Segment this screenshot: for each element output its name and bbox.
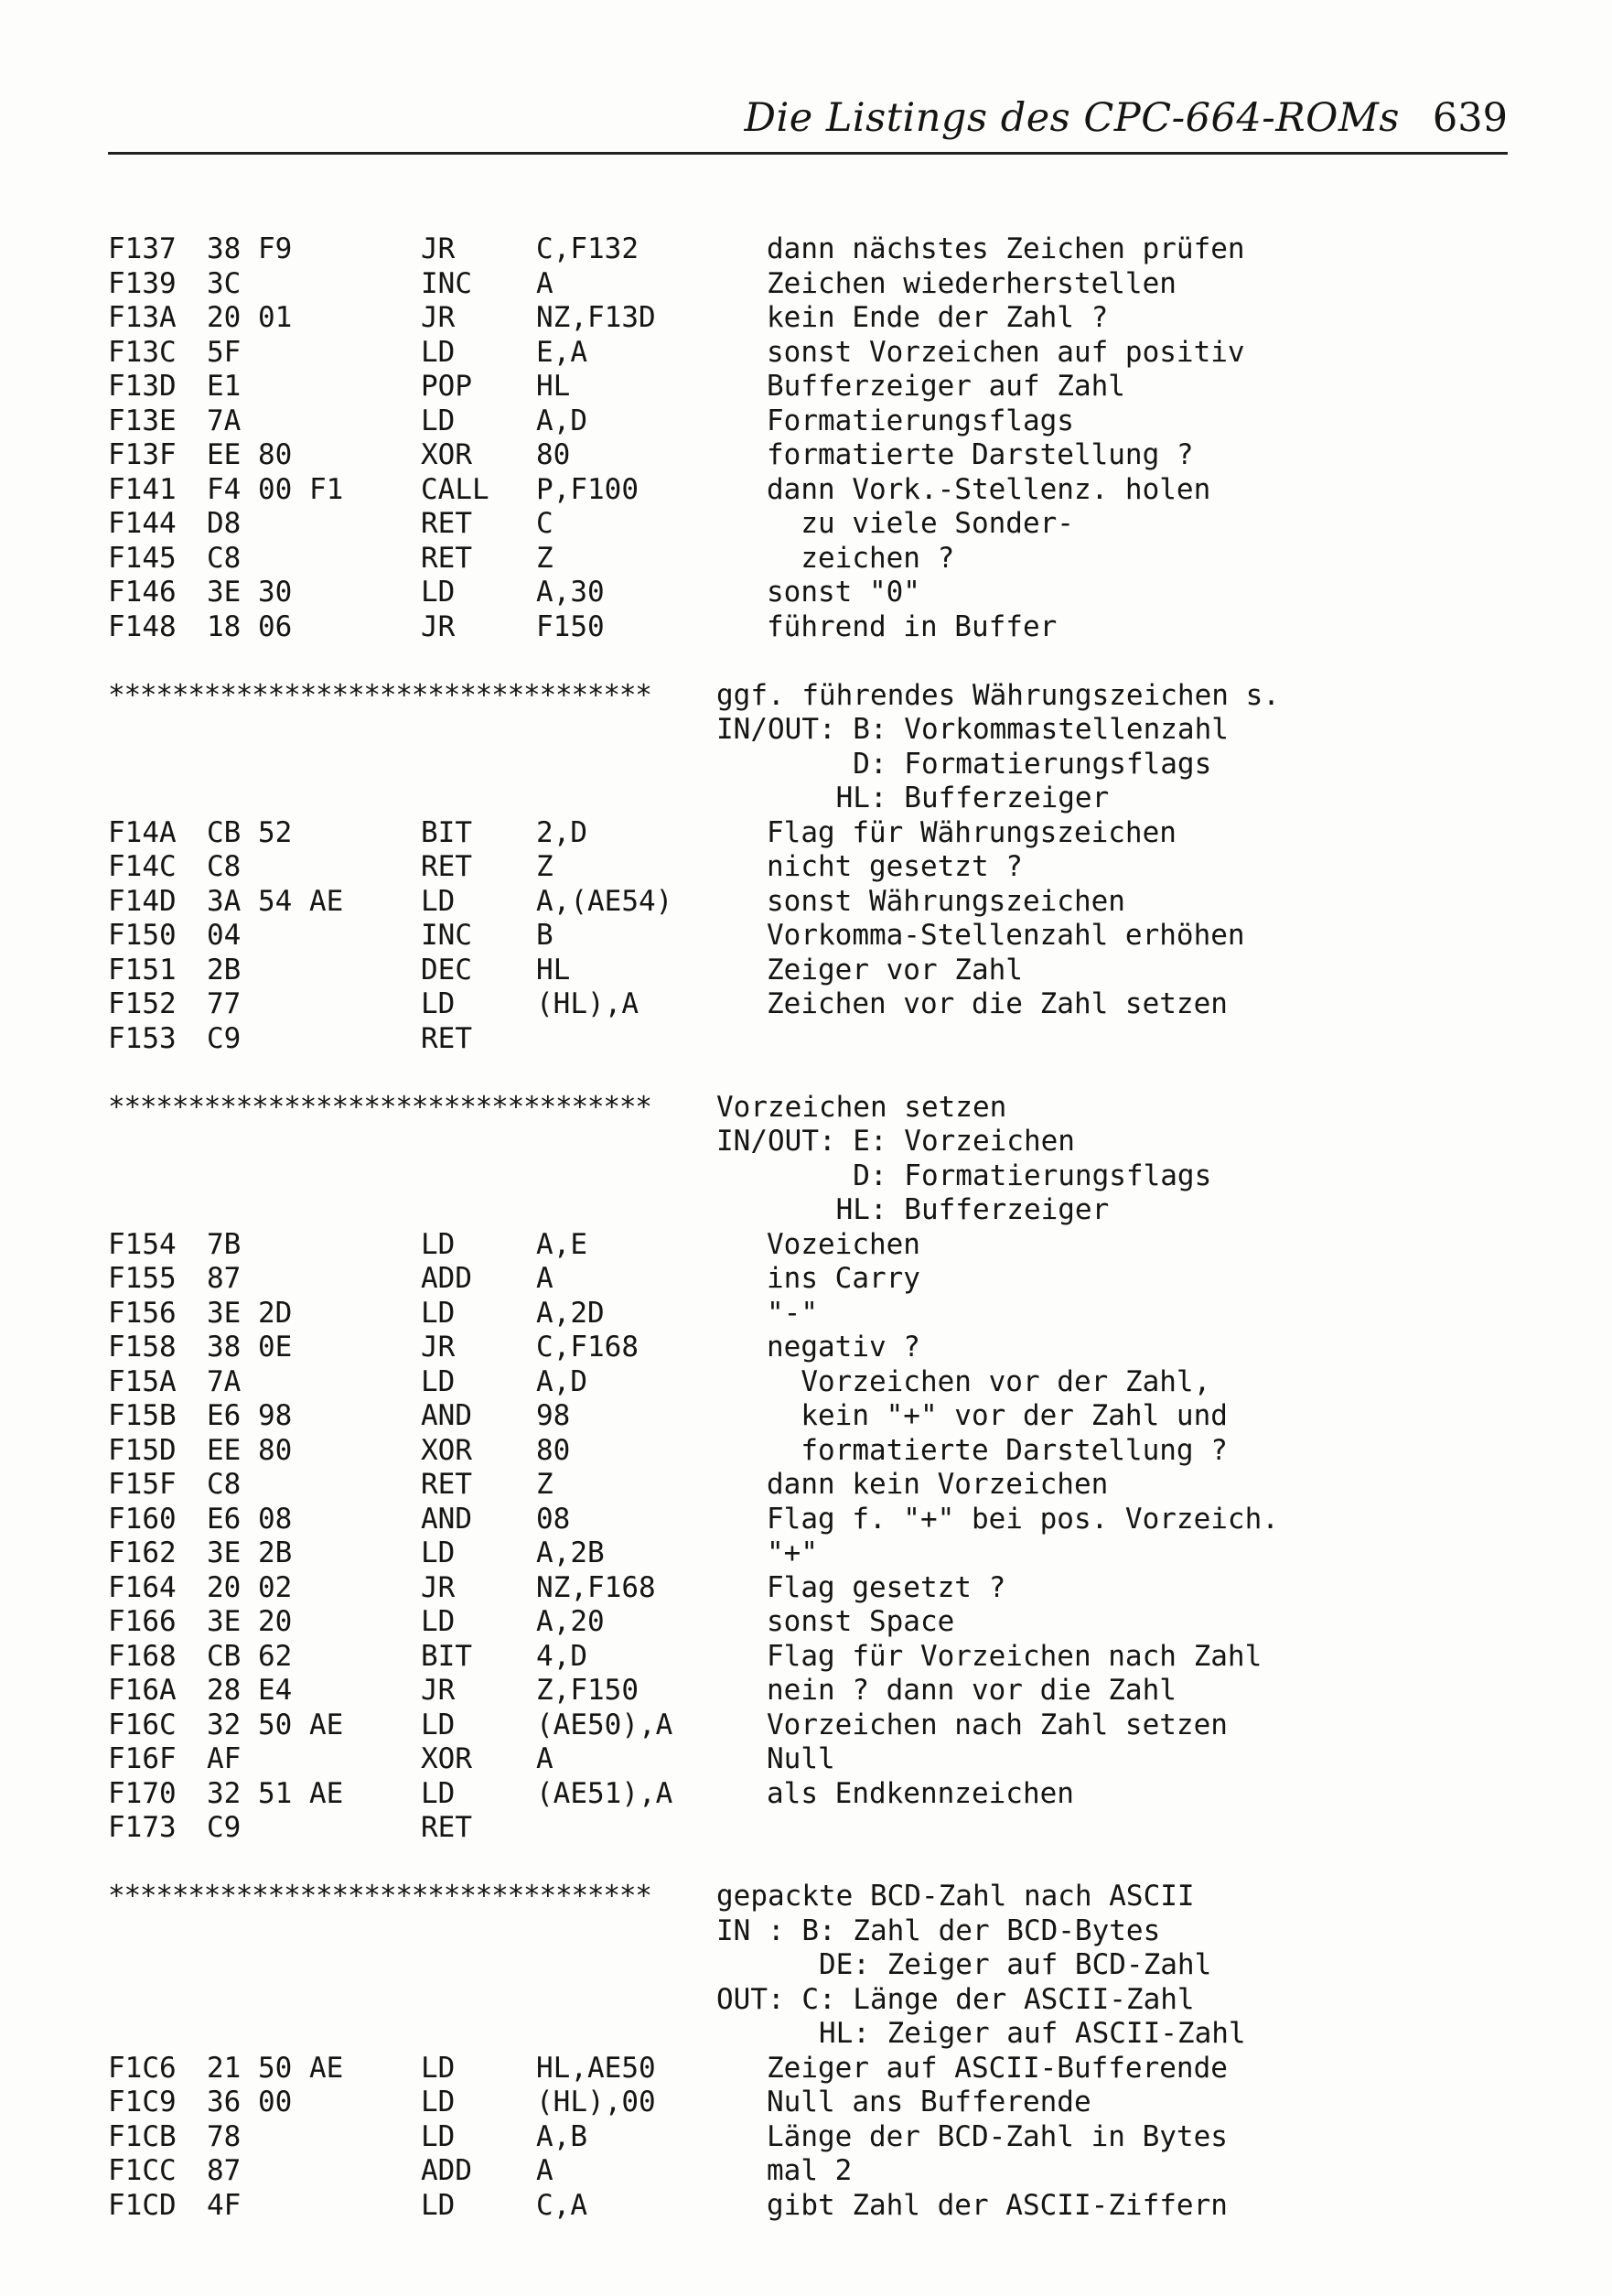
- code-line: [108, 1503, 1535, 1537]
- address: F170: [108, 1776, 177, 1810]
- opcode-bytes: CB 62: [207, 1639, 293, 1673]
- opcode-bytes: C9: [207, 1811, 242, 1844]
- code-line: [108, 2120, 1535, 2155]
- mnemonic: LD: [421, 2086, 456, 2118]
- operand: A,30: [536, 576, 605, 609]
- operand: C,A: [536, 2188, 587, 2222]
- opcode-bytes: AF: [207, 1742, 242, 1775]
- operand: C,F132: [536, 232, 639, 265]
- address: F13C: [108, 335, 177, 369]
- opcode-bytes: 77: [207, 987, 242, 1020]
- opcode-bytes: 04: [207, 919, 242, 952]
- mnemonic: JR: [421, 301, 456, 334]
- address: F162: [108, 1536, 177, 1569]
- code-line: [108, 954, 1535, 988]
- register-note: IN/OUT: B: Vorkommastellenzahl: [716, 713, 1229, 746]
- mnemonic: AND: [421, 1399, 472, 1432]
- operand: A,(AE54): [536, 884, 673, 918]
- mnemonic: LD: [421, 404, 456, 437]
- code-line: [108, 507, 1535, 542]
- opcode-bytes: EE 80: [207, 1433, 293, 1467]
- opcode-bytes: 7B: [207, 1227, 242, 1261]
- header-rule: [108, 152, 1508, 155]
- code-line: [108, 885, 1535, 920]
- opcode-bytes: E6 08: [207, 1502, 293, 1536]
- operand: 80: [536, 1433, 571, 1467]
- address: F152: [108, 987, 177, 1020]
- mnemonic: ADD: [421, 1262, 472, 1295]
- code-line: [108, 1640, 1535, 1675]
- operand: 08: [536, 1502, 571, 1536]
- mnemonic: JR: [421, 1331, 456, 1364]
- opcode-bytes: 3C: [207, 266, 242, 300]
- address: F13A: [108, 301, 177, 334]
- comment: nein ? dann vor die Zahl: [767, 1674, 1177, 1707]
- operand: (AE50),A: [536, 1708, 673, 1741]
- code-line: [108, 1228, 1535, 1263]
- opcode-bytes: EE 80: [207, 438, 293, 471]
- register-note: HL: Bufferzeiger: [716, 782, 1110, 814]
- comment: Null: [767, 1742, 835, 1775]
- code-line: [108, 610, 1535, 645]
- blank-line: [108, 1056, 1535, 1091]
- code-line: [108, 301, 1535, 336]
- address: F1CB: [108, 2119, 177, 2153]
- code-line: [108, 576, 1535, 610]
- opcode-bytes: 20 02: [207, 1570, 293, 1604]
- address: F141: [108, 472, 177, 506]
- comment: mal 2: [767, 2154, 853, 2187]
- mnemonic: RET: [421, 541, 472, 575]
- opcode-bytes: F4 00 F1: [207, 472, 344, 506]
- mnemonic: BIT: [421, 815, 472, 849]
- section-note: [108, 1983, 1535, 2018]
- code-line: [108, 438, 1535, 473]
- opcode-bytes: 5F: [207, 335, 242, 369]
- code-line: [108, 1674, 1535, 1709]
- opcode-bytes: 18 06: [207, 609, 293, 643]
- address: F16C: [108, 1708, 177, 1741]
- code-line: [108, 2052, 1535, 2086]
- mnemonic: JR: [421, 1570, 456, 1604]
- address: F15F: [108, 1468, 177, 1501]
- register-note: OUT: C: Länge der ASCII-Zahl: [716, 1982, 1195, 2016]
- section-title: gepackte BCD-Zahl nach ASCII: [716, 1880, 1195, 1913]
- operand: NZ,F13D: [536, 301, 656, 334]
- address: F146: [108, 576, 177, 609]
- code-line: [108, 232, 1535, 267]
- operand: 80: [536, 438, 571, 471]
- code-line: [108, 1331, 1535, 1365]
- address: F1CC: [108, 2154, 177, 2187]
- address: F14C: [108, 850, 177, 883]
- code-line: [108, 1777, 1535, 1812]
- mnemonic: JR: [421, 609, 456, 643]
- operand: 4,D: [536, 1639, 587, 1673]
- mnemonic: LD: [421, 576, 456, 609]
- code-line: [108, 1605, 1535, 1640]
- address: F166: [108, 1605, 177, 1638]
- opcode-bytes: 21 50 AE: [207, 2051, 344, 2085]
- mnemonic: LD: [421, 2119, 456, 2153]
- comment: sonst Vorzeichen auf positiv: [767, 335, 1245, 369]
- section-note: [108, 1159, 1535, 1194]
- address: F15D: [108, 1433, 177, 1467]
- section-title: Vorzeichen setzen: [716, 1090, 1007, 1124]
- address: F13F: [108, 438, 177, 471]
- comment: negativ ?: [767, 1331, 920, 1364]
- address: F15B: [108, 1399, 177, 1432]
- mnemonic: ADD: [421, 2154, 472, 2187]
- comment: dann Vork.-Stellenz. holen: [767, 472, 1211, 506]
- mnemonic: XOR: [421, 1742, 472, 1775]
- address: F158: [108, 1331, 177, 1364]
- address: F148: [108, 609, 177, 643]
- section-note: [108, 1193, 1535, 1228]
- comment: gibt Zahl der ASCII-Ziffern: [767, 2188, 1228, 2222]
- opcode-bytes: CB 52: [207, 815, 293, 849]
- comment: zeichen ?: [767, 541, 955, 575]
- mnemonic: LD: [421, 335, 456, 369]
- register-note: HL: Bufferzeiger: [716, 1193, 1110, 1226]
- operand: A,2D: [536, 1296, 605, 1330]
- address: F1CD: [108, 2188, 177, 2222]
- opcode-bytes: 78: [207, 2119, 242, 2153]
- comment: dann kein Vorzeichen: [767, 1468, 1109, 1501]
- address: F15A: [108, 1364, 177, 1398]
- comment: Vozeichen: [767, 1227, 920, 1261]
- code-line: [108, 2154, 1535, 2189]
- code-line: [108, 1022, 1535, 1057]
- operand: 2,D: [536, 815, 587, 849]
- comment: kein Ende der Zahl ?: [767, 301, 1109, 334]
- comment: ins Carry: [767, 1262, 920, 1295]
- code-line: [108, 1434, 1535, 1469]
- section-note: [108, 1125, 1535, 1159]
- comment: dann nächstes Zeichen prüfen: [767, 232, 1245, 265]
- opcode-bytes: 38 0E: [207, 1331, 293, 1364]
- opcode-bytes: 2B: [207, 953, 242, 986]
- mnemonic: POP: [421, 370, 472, 403]
- address: F1C6: [108, 2051, 177, 2085]
- blank-line: [108, 644, 1535, 679]
- comment: Flag f. "+" bei pos. Vorzeich.: [767, 1502, 1279, 1536]
- opcode-bytes: 7A: [207, 1364, 242, 1398]
- operand: A,D: [536, 1364, 587, 1398]
- code-line: [108, 1399, 1535, 1434]
- operand: A: [536, 266, 553, 300]
- opcode-bytes: 87: [207, 1262, 242, 1295]
- code-line: [108, 1811, 1535, 1846]
- comment: führend in Buffer: [767, 609, 1058, 643]
- mnemonic: LD: [421, 1296, 456, 1330]
- opcode-bytes: C8: [207, 1468, 242, 1501]
- address: F155: [108, 1262, 177, 1295]
- operand: A: [536, 1262, 553, 1295]
- comment: Bufferzeiger auf Zahl: [767, 370, 1125, 403]
- comment: sonst Space: [767, 1605, 955, 1638]
- opcode-bytes: C8: [207, 541, 242, 575]
- comment: sonst "0": [767, 576, 920, 609]
- comment: zu viele Sonder-: [767, 507, 1074, 540]
- operand: (HL),00: [536, 2086, 656, 2118]
- section-note: [108, 748, 1535, 782]
- operand: A,2B: [536, 1536, 605, 1569]
- register-note: D: Formatierungsflags: [716, 1159, 1212, 1192]
- mnemonic: LD: [421, 1605, 456, 1638]
- mnemonic: LD: [421, 884, 456, 918]
- section-title: ggf. führendes Währungszeichen s.: [716, 678, 1280, 712]
- comment: sonst Währungszeichen: [767, 884, 1125, 918]
- address: F139: [108, 266, 177, 300]
- code-line: [108, 1262, 1535, 1297]
- operand: (AE51),A: [536, 1776, 673, 1810]
- asterisk-separator: **********************************: [108, 678, 651, 712]
- address: F160: [108, 1502, 177, 1536]
- address: F168: [108, 1639, 177, 1673]
- mnemonic: CALL: [421, 472, 489, 506]
- comment: Zeichen vor die Zahl setzen: [767, 987, 1228, 1020]
- mnemonic: XOR: [421, 438, 472, 471]
- opcode-bytes: 28 E4: [207, 1674, 293, 1707]
- mnemonic: LD: [421, 1227, 456, 1261]
- section-note: [108, 1914, 1535, 1949]
- comment: Flag gesetzt ?: [767, 1570, 1006, 1604]
- section-note: [108, 2017, 1535, 2052]
- opcode-bytes: 3E 2D: [207, 1296, 293, 1330]
- operand: A: [536, 2154, 553, 2187]
- operand: HL: [536, 953, 571, 986]
- code-line: [108, 1536, 1535, 1571]
- address: F13D: [108, 370, 177, 403]
- section-header: [108, 1091, 1535, 1126]
- operand: C,F168: [536, 1331, 639, 1364]
- address: F137: [108, 232, 177, 265]
- comment: Vorzeichen nach Zahl setzen: [767, 1708, 1228, 1741]
- page-number: 639: [1432, 95, 1508, 141]
- comment: Formatierungsflags: [767, 404, 1074, 437]
- address: F151: [108, 953, 177, 986]
- mnemonic: RET: [421, 507, 472, 540]
- operand: (HL),A: [536, 987, 639, 1020]
- address: F16F: [108, 1742, 177, 1775]
- address: F144: [108, 507, 177, 540]
- code-line: [108, 542, 1535, 577]
- operand: A: [536, 1742, 553, 1775]
- mnemonic: DEC: [421, 953, 472, 986]
- opcode-bytes: 3E 20: [207, 1605, 293, 1638]
- operand: C: [536, 507, 553, 540]
- address: F154: [108, 1227, 177, 1261]
- code-line: [108, 987, 1535, 1022]
- register-note: IN/OUT: E: Vorzeichen: [716, 1125, 1075, 1158]
- comment: nicht gesetzt ?: [767, 850, 1023, 883]
- opcode-bytes: D8: [207, 507, 242, 540]
- mnemonic: JR: [421, 1674, 456, 1707]
- code-line: [108, 404, 1535, 439]
- code-line: [108, 1365, 1535, 1400]
- code-line: [108, 370, 1535, 404]
- mnemonic: LD: [421, 987, 456, 1020]
- mnemonic: LD: [421, 2188, 456, 2222]
- mnemonic: JR: [421, 232, 456, 265]
- code-line: [108, 919, 1535, 954]
- comment: Flag für Vorzeichen nach Zahl: [767, 1639, 1263, 1673]
- comment: Vorzeichen vor der Zahl,: [767, 1364, 1211, 1398]
- comment: Null ans Bufferende: [767, 2086, 1091, 2118]
- code-line: [108, 473, 1535, 508]
- opcode-bytes: 32 50 AE: [207, 1708, 344, 1741]
- address: F173: [108, 1811, 177, 1844]
- assembly-listing: [108, 232, 1535, 2223]
- comment: formatierte Darstellung ?: [767, 438, 1194, 471]
- address: F164: [108, 1570, 177, 1604]
- comment: als Endkennzeichen: [767, 1776, 1074, 1810]
- mnemonic: RET: [421, 850, 472, 883]
- mnemonic: AND: [421, 1502, 472, 1536]
- operand: E,A: [536, 335, 587, 369]
- opcode-bytes: 38 F9: [207, 232, 293, 265]
- opcode-bytes: 7A: [207, 404, 242, 437]
- address: F14A: [108, 815, 177, 849]
- mnemonic: LD: [421, 2051, 456, 2085]
- opcode-bytes: 3E 30: [207, 576, 293, 609]
- code-line: [108, 1709, 1535, 1743]
- comment: Zeichen wiederherstellen: [767, 266, 1177, 300]
- operand: A,D: [536, 404, 587, 437]
- code-line: [108, 1742, 1535, 1777]
- operand: F150: [536, 609, 605, 643]
- section-header: [108, 1880, 1535, 1914]
- comment: kein "+" vor der Zahl und: [767, 1399, 1228, 1432]
- code-line: [108, 1297, 1535, 1331]
- section-note: [108, 713, 1535, 748]
- comment: Länge der BCD-Zahl in Bytes: [767, 2119, 1228, 2153]
- address: F153: [108, 1021, 177, 1055]
- opcode-bytes: C9: [207, 1021, 242, 1055]
- operand: B: [536, 919, 553, 952]
- code-line: [108, 267, 1535, 302]
- code-line: [108, 816, 1535, 851]
- address: F145: [108, 541, 177, 575]
- comment: Zeiger auf ASCII-Bufferende: [767, 2051, 1228, 2085]
- page-header: [108, 95, 1508, 141]
- register-note: DE: Zeiger auf BCD-Zahl: [716, 1948, 1212, 1981]
- opcode-bytes: 32 51 AE: [207, 1776, 344, 1810]
- opcode-bytes: 20 01: [207, 301, 293, 334]
- register-note: IN : B: Zahl der BCD-Bytes: [716, 1913, 1161, 1947]
- operand: 98: [536, 1399, 571, 1432]
- asterisk-separator: **********************************: [108, 1880, 651, 1913]
- address: F156: [108, 1296, 177, 1330]
- comment: formatierte Darstellung ?: [767, 1433, 1228, 1467]
- operand: A,B: [536, 2119, 587, 2153]
- opcode-bytes: 4F: [207, 2188, 242, 2222]
- mnemonic: INC: [421, 266, 472, 300]
- address: F14D: [108, 884, 177, 918]
- register-note: HL: Zeiger auf ASCII-Zahl: [716, 2017, 1246, 2050]
- operand: HL: [536, 370, 571, 403]
- opcode-bytes: 3A 54 AE: [207, 884, 344, 918]
- operand: Z: [536, 1468, 553, 1501]
- running-title: Die Listings des CPC-664-ROMs: [744, 95, 1400, 141]
- mnemonic: BIT: [421, 1639, 472, 1673]
- opcode-bytes: 36 00: [207, 2086, 293, 2118]
- code-line: [108, 850, 1535, 885]
- opcode-bytes: E6 98: [207, 1399, 293, 1432]
- section-header: [108, 679, 1535, 714]
- code-line: [108, 2189, 1535, 2224]
- comment: "-": [767, 1296, 818, 1330]
- register-note: D: Formatierungsflags: [716, 747, 1212, 781]
- comment: Zeiger vor Zahl: [767, 953, 1023, 986]
- code-line: [108, 1571, 1535, 1606]
- comment: Flag für Währungszeichen: [767, 815, 1177, 849]
- mnemonic: RET: [421, 1021, 472, 1055]
- code-line: [108, 2086, 1535, 2120]
- mnemonic: XOR: [421, 1433, 472, 1467]
- section-note: [108, 782, 1535, 816]
- mnemonic: RET: [421, 1468, 472, 1501]
- opcode-bytes: E1: [207, 370, 242, 403]
- operand: Z: [536, 850, 553, 883]
- operand: A,20: [536, 1605, 605, 1638]
- operand: Z: [536, 541, 553, 575]
- mnemonic: LD: [421, 1708, 456, 1741]
- section-note: [108, 1948, 1535, 1983]
- address: F13E: [108, 404, 177, 437]
- mnemonic: LD: [421, 1776, 456, 1810]
- code-line: [108, 336, 1535, 371]
- comment: Vorkomma-Stellenzahl erhöhen: [767, 919, 1245, 952]
- operand: HL,AE50: [536, 2051, 656, 2085]
- mnemonic: RET: [421, 1811, 472, 1844]
- opcode-bytes: C8: [207, 850, 242, 883]
- address: F150: [108, 919, 177, 952]
- comment: "+": [767, 1536, 818, 1569]
- mnemonic: LD: [421, 1364, 456, 1398]
- address: F16A: [108, 1674, 177, 1707]
- mnemonic: INC: [421, 919, 472, 952]
- opcode-bytes: 87: [207, 2154, 242, 2187]
- asterisk-separator: **********************************: [108, 1090, 651, 1124]
- opcode-bytes: 3E 2B: [207, 1536, 293, 1569]
- code-line: [108, 1468, 1535, 1503]
- blank-line: [108, 1846, 1535, 1881]
- mnemonic: LD: [421, 1536, 456, 1569]
- operand: NZ,F168: [536, 1570, 656, 1604]
- operand: Z,F150: [536, 1674, 639, 1707]
- operand: A,E: [536, 1227, 587, 1261]
- operand: P,F100: [536, 472, 639, 506]
- address: F1C9: [108, 2086, 177, 2118]
